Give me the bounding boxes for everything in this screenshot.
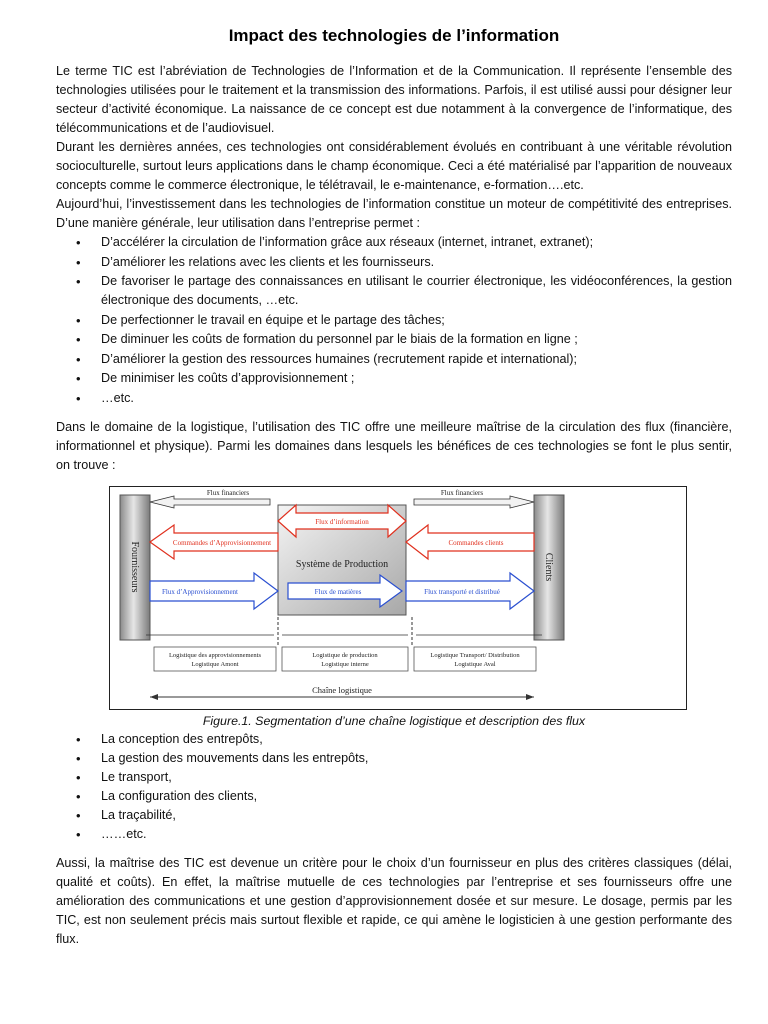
list-item: • De minimiser les coûts d’approvisionnement ;	[56, 369, 732, 388]
internal-logistics-label-1: Logistique de production	[312, 651, 378, 659]
supply-chain-label: Chaîne logistique	[312, 684, 372, 695]
paragraph-intro: Le terme TIC est l’abréviation de Technologies de l’Information et de la Communication. Il représente l’ensemble des technologies utilisées pour le traitement et la transmission des informations. Parfois, il est utilisé aussi pour désigner leur secteur d’activité économique. La naissance de ce concept est due notamment à la convergence de l’informatique, des télécommunications et de l’audiovisuel.	[56, 64, 732, 135]
customer-orders-label: Commandes clients	[448, 538, 504, 547]
information-flow-label: Flux d’information	[315, 517, 369, 526]
list-item: • La traçabilité,	[56, 806, 732, 825]
supply-orders-label: Commandes d’Approvisionnement	[172, 538, 272, 547]
financial-flow-right-arrow	[414, 496, 534, 508]
supply-flow-label: Flux d’Approvisionnement	[161, 587, 239, 596]
distribution-flow-label: Flux transporté et distribué	[424, 587, 500, 596]
upstream-logistics-label-1: Logistique des approvisionnements	[168, 651, 262, 659]
paragraph-conclusion: Aussi, la maîtrise des TIC est devenue un critère pour le choix d’un fournisseur en plus des critères classiques (délai, qualité et coûts). En effet, la maîtrise mutuelle de ces technologies par l’entreprise et ses fournisseurs offre une amélioration des communications et une gestion d’approvisionnement dosée et sur mesure. Le dosage, permis par les TIC, est non seulement précis mais surtout flexible et rapide, ce qui amène le logisticien à une gestion performante des flux.	[56, 855, 732, 946]
downstream-logistics-label-1: Logistique Transport/ Distribution	[430, 651, 520, 659]
supply-chain-arrow-head-left	[150, 694, 158, 700]
paragraph-investment: Aujourd’hui, l’investissement dans les technologies de l’information constitue un moteur de compétitivité des entreprises. D’une manière générale, leur utilisation dans l’entreprise permet :	[56, 197, 732, 230]
financial-flow-left-arrow	[150, 496, 270, 508]
list-item: • D’améliorer la gestion des ressources humaines (recrutement rapide et international);	[56, 350, 732, 369]
list-item: • La configuration des clients,	[56, 787, 732, 806]
supply-chain-figure	[109, 486, 687, 710]
internal-logistics-label-2: Logistique interne	[321, 660, 369, 668]
material-flow-label: Flux de matières	[314, 587, 362, 596]
supply-chain-arrow-head-right	[526, 694, 534, 700]
page-title: Impact des technologies de l’information	[228, 26, 560, 45]
downstream-logistics-label-2: Logistique Aval	[454, 660, 496, 668]
list-item: • ……etc.	[56, 825, 732, 844]
list-item: • La conception des entrepôts,	[56, 730, 732, 749]
paragraph-evolution: Durant les dernières années, ces technologies ont considérablement évolués en contribuant à une véritable révolution socioculturelle, surtout leurs applications dans le champ économique. Ceci a été matérialisé par l’apparition de nouveaux concepts comme le commerce électronique, le télétravail, le e-maintenance, e-formation….etc.	[56, 140, 732, 192]
list-item: • D’accélérer la circulation de l’information grâce aux réseaux (internet, intranet, extranet);	[56, 233, 732, 252]
suppliers-label: Fournisseurs	[129, 540, 140, 593]
clients-label: Clients	[543, 552, 554, 581]
list-item: • De favoriser le partage des connaissances en utilisant le courrier électronique, les vidéoconférences, la gestion électronique des documents, …etc.	[56, 272, 732, 310]
benefits-list	[56, 233, 732, 408]
list-item: • De diminuer les coûts de formation du personnel par le biais de la formation en ligne ;	[56, 330, 732, 349]
supply-chain-diagram	[110, 487, 686, 709]
list-item: • La gestion des mouvements dans les entrepôts,	[56, 749, 732, 768]
list-item: • Le transport,	[56, 768, 732, 787]
upstream-logistics-label-2: Logistique Amont	[191, 660, 239, 668]
financial-flow-right-label: Flux financiers	[440, 488, 484, 497]
paragraph-logistics: Dans le domaine de la logistique, l’utilisation des TIC offre une meilleure maîtrise de la circulation des flux (financière, informationnel et physique). Parmi les domaines dans lesquels les bénéfices de ces technologies se font le plus sentir, on trouve :	[56, 419, 732, 472]
figure-caption: Figure.1. Segmentation d’une chaîne logistique et description des flux	[202, 713, 586, 728]
list-item: • D’améliorer les relations avec les clients et les fournisseurs.	[56, 253, 732, 272]
financial-flow-left-label: Flux financiers	[206, 488, 250, 497]
production-system-label: Système de Production	[295, 558, 389, 570]
list-item: • De perfectionner le travail en équipe et le partage des tâches;	[56, 311, 732, 330]
list-item: • …etc.	[56, 389, 732, 408]
logistics-domains-list	[56, 730, 732, 844]
document-page	[56, 22, 732, 949]
